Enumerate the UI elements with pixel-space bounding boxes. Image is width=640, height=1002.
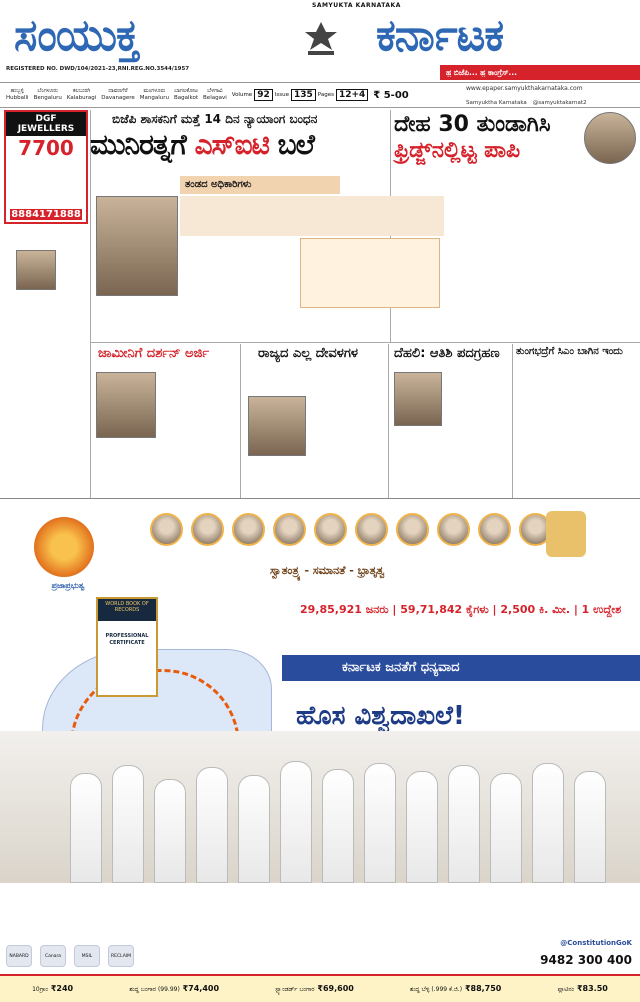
story-headline: ರಾಜ್ಯದ ಎಲ್ಲ ದೇವಳಗಳ (258, 346, 358, 361)
epaper-link[interactable]: www.epaper.samyukthakarnataka.com (466, 85, 583, 92)
government-ad (0, 498, 640, 973)
right-story-photo (584, 112, 636, 164)
figure (574, 771, 606, 883)
figure (154, 779, 186, 883)
edition-item: ಬೆಳಗಾವಿ Belagavi (203, 88, 227, 101)
leader-portrait (396, 513, 429, 546)
row-divider (90, 342, 640, 343)
price-item: ಶುದ್ಧ ಬೆಳ್ಳಿ (.999 ಕೆ.ಜಿ.) ₹88,750 (410, 984, 502, 993)
leader-portrait (232, 513, 265, 546)
story-headline: ಜಾಮೀನಿಗೆ ದರ್ಶನ್ ಅರ್ಜಿ (98, 346, 210, 361)
leader-portrait (273, 513, 306, 546)
emblem-icon (296, 18, 346, 58)
ad-stats: 29,85,921 ಜನರು | 59,71,842 ಕೈಗಳು | 2,500 ಕಿ. ಮೀ. | 1 ಉದ್ದೇಶ (300, 603, 622, 616)
lead-subhead: ತಂಡದ ಅಧಿಕಾರಿಗಳು (180, 176, 340, 194)
thanks-banner: ಕರ್ನಾಟಕ ಜನತೆಗೆ ಧನ್ಯವಾದ (282, 655, 640, 681)
story-photo (96, 372, 156, 438)
volume-info: Volume 92 Issue 135 Pages 12+4 (232, 89, 369, 101)
column-divider (512, 344, 513, 498)
sponsor-logo: NABARD (6, 945, 32, 967)
price-item: 10ಗ್ರಾಂ ₹240 (32, 984, 74, 993)
sponsor-logo: RECLAIM (108, 945, 134, 967)
figure (196, 767, 228, 883)
record-headline: ಹೊಸ ವಿಶ್ವದಾಖಲೆ! (296, 701, 465, 731)
leader-portrait (437, 513, 470, 546)
leader-portraits (150, 513, 552, 546)
social-links (466, 100, 586, 106)
state-seal-icon (546, 511, 586, 557)
story-photo (394, 372, 442, 426)
dgf-amount: 7700 (18, 136, 74, 160)
lead-photo (96, 196, 178, 296)
column-divider (388, 344, 389, 498)
sponsor-logo: Canara (40, 945, 66, 967)
ad-motto: ಸ್ವಾತಂತ್ರ್ಯ - ಸಮಾನತೆ - ಭ್ರಾತೃತ್ವ (270, 564, 385, 577)
sponsor-logo: MSIL (74, 945, 100, 967)
column-divider (90, 110, 91, 498)
leader-portrait (355, 513, 388, 546)
facebook-link[interactable]: Samyuktha Karnataka (466, 100, 527, 106)
contact-handle[interactable]: @ConstitutionGoK (560, 939, 632, 947)
edition-item: ಬಾಗಲಕೋಟ Bagalkot (173, 88, 199, 101)
figure (238, 775, 270, 883)
brand-english: SAMYUKTA KARNATAKA (312, 2, 401, 9)
story-photo (16, 250, 56, 290)
lead-highlight-box (180, 196, 444, 236)
masthead-ribbon: ಹ಼ ಬಿಜೆಪಿ... ಹ಼ ಕಾಂಗ್ರೆಸ್... (440, 65, 640, 80)
masthead-title-right: ಕರ್ನಾಟಕ (376, 10, 504, 61)
figure (406, 771, 438, 883)
figure (448, 765, 480, 883)
lead-headline: ಮುನಿರತ್ನಗೆ ಎಸ್‌ಐಟಿ ಬಲೆ (90, 128, 314, 161)
figure (70, 773, 102, 883)
ceremony-photo (0, 731, 640, 883)
masthead-title-left: ಸಂಯುಕ್ತ (14, 10, 139, 61)
column-divider (240, 344, 241, 498)
edition-item: ದಾವಣಗೆರೆ Davanagere (101, 88, 135, 101)
democracy-logo-icon (34, 517, 94, 577)
market-price-strip (0, 974, 640, 1002)
world-record-certificate (96, 597, 158, 697)
cert-title: WORLD BOOK OF RECORDS (98, 599, 156, 621)
figure (364, 763, 396, 883)
edition-item: ಕಲಬುರಗಿ Kalaburagi (66, 88, 97, 101)
leader-portrait (478, 513, 511, 546)
story-photo (248, 396, 306, 456)
dgf-phone: 8884171888 (11, 209, 81, 220)
ad-logo-text: ಪ್ರಜಾಪ್ರಭುತ್ವ (51, 581, 85, 590)
masthead (0, 0, 640, 82)
lead-kicker: ಬಿಜೆಪಿ ಶಾಸಕನಿಗೆ ಮತ್ತೆ 14 ದಿನ ನ್ಯಾಯಾಂಗ ಬಂಧನ (112, 112, 318, 126)
price: ₹ 5-00 (373, 89, 409, 101)
figure (490, 773, 522, 883)
right-headline-line2: ಫ್ರಿಡ್ಜ್‌ನಲ್ಲಿಟ್ಟ ಪಾಪಿ (394, 138, 521, 163)
figure (532, 763, 564, 883)
price-item: ಪ್ಲಾಟಿನಂ ₹83.50 (557, 984, 608, 993)
figure (280, 761, 312, 883)
edition-item: ಬೆಂಗಳೂರು Bengaluru (33, 88, 62, 101)
figure (322, 769, 354, 883)
edition-item: ಮಂಗಳೂರು Mangaluru (139, 88, 169, 101)
cert-subtitle: PROFESSIONAL CERTIFICATE (105, 633, 149, 646)
lead-points-box (300, 238, 440, 308)
story-headline: ತುಂಗಭದ್ರೆಗೆ ಸಿಎಂ ಬಾಗಿನ ಇಂದು (516, 346, 623, 357)
contact-phone: 9482 300 400 (540, 953, 632, 967)
leader-portrait (191, 513, 224, 546)
figure (112, 765, 144, 883)
price-item: ಶುದ್ಧ ಬಂಗಾರ (99.99) ₹74,400 (129, 984, 220, 993)
leader-portrait (150, 513, 183, 546)
edition-item: ಹುಬ್ಬಳ್ಳಿ Hubballi (6, 88, 29, 101)
leader-portrait (314, 513, 347, 546)
dgf-brand: DGF JEWELLERS (6, 112, 86, 136)
price-item: ಸ್ಟ್ಯಾಂಡರ್ಡ್ ಬಂಗಾರ ₹69,600 (275, 984, 354, 993)
story-headline: ದೆಹಲಿ: ಆತಿಶಿ ಪದಗ್ರಹಣ (394, 346, 500, 361)
registration-number: REGISTERED NO. DWD/104/2021-23,RNI.REG.NO.3544/1957 (6, 66, 190, 72)
twitter-link[interactable]: @samyuktakarnat2 (532, 100, 587, 106)
dgf-jewellers-ad[interactable] (4, 110, 88, 224)
right-headline-line1: ದೇಹ 30 ತುಂಡಾಗಿಸಿ (394, 112, 551, 137)
